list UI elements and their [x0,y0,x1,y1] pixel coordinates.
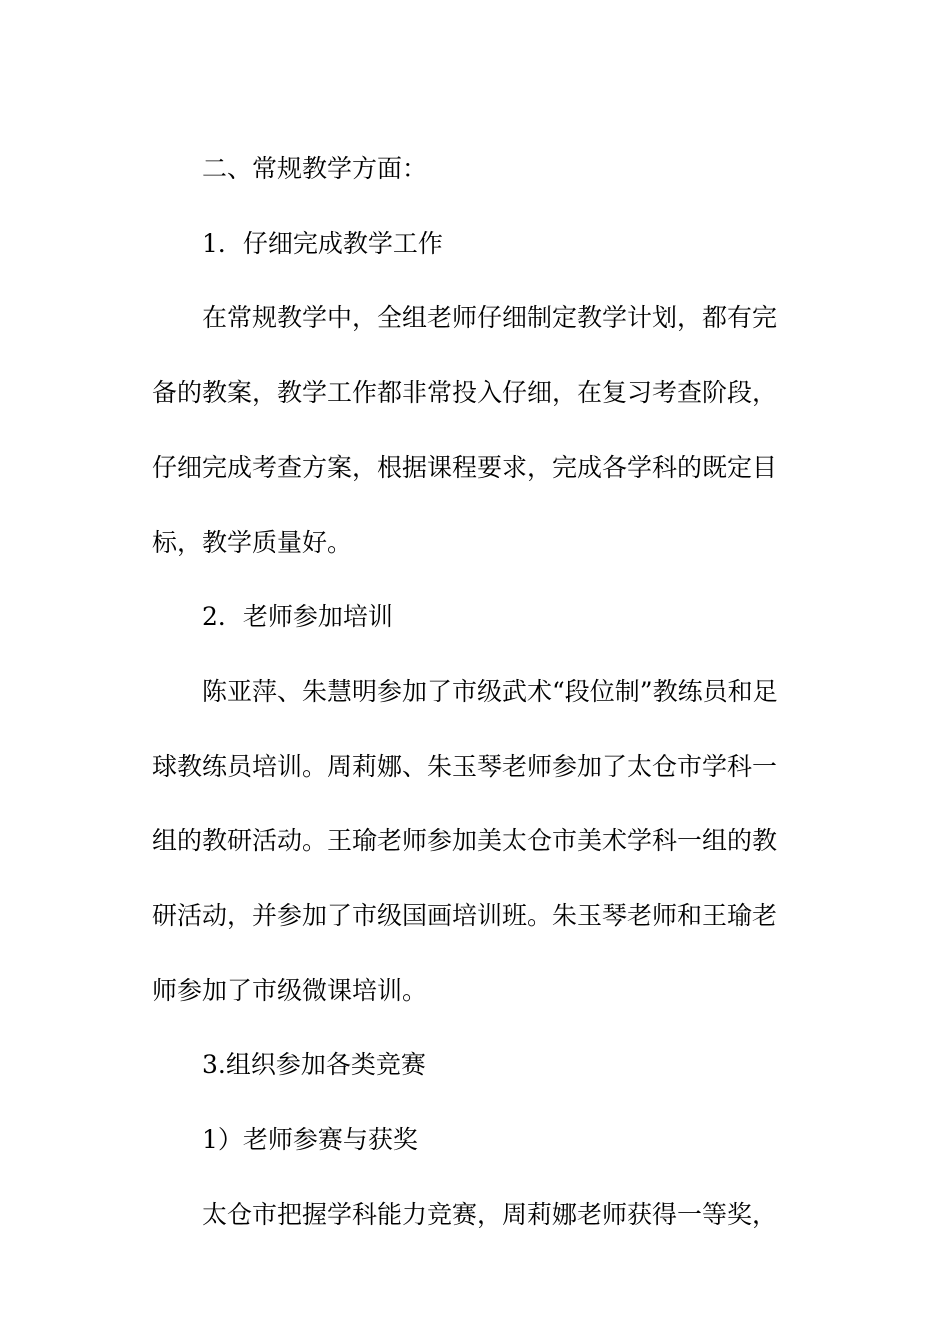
paragraph-teacher-training: 陈亚萍、朱慧明参加了市级武术“段位制”教练员和足球教练员培训。周莉娜、朱玉琴老师参加了太仓市学科一组的教研活动。王瑜老师参加美太仓市美术学科一组的教研活动，并参加了市级国画培训班。朱玉琴老师和王瑜老师参加了市级微课培训。 [152,676,778,1005]
subheading-teacher-training: 2．老师参加培训 [202,602,393,632]
subheading-teacher-awards: 1）老师参赛与获奖 [202,1125,418,1155]
subheading-teaching-work: 1．仔细完成教学工作 [202,228,443,258]
document-body [152,132,792,1253]
paragraph-teaching-work: 在常规教学中，全组老师仔细制定教学计划，都有完备的教案，教学工作都非常投入仔细，在复习考查阶段，仔细完成考查方案，根据课程要求，完成各学科的既定目标，教学质量好。 [152,303,778,557]
subheading-competitions: 3.组织参加各类竞赛 [202,1050,426,1080]
section-heading: 二、常规教学方面： [202,154,428,183]
paragraph-teacher-awards: 太仓市把握学科能力竞赛，周莉娜老师获得一等奖， [202,1199,778,1229]
